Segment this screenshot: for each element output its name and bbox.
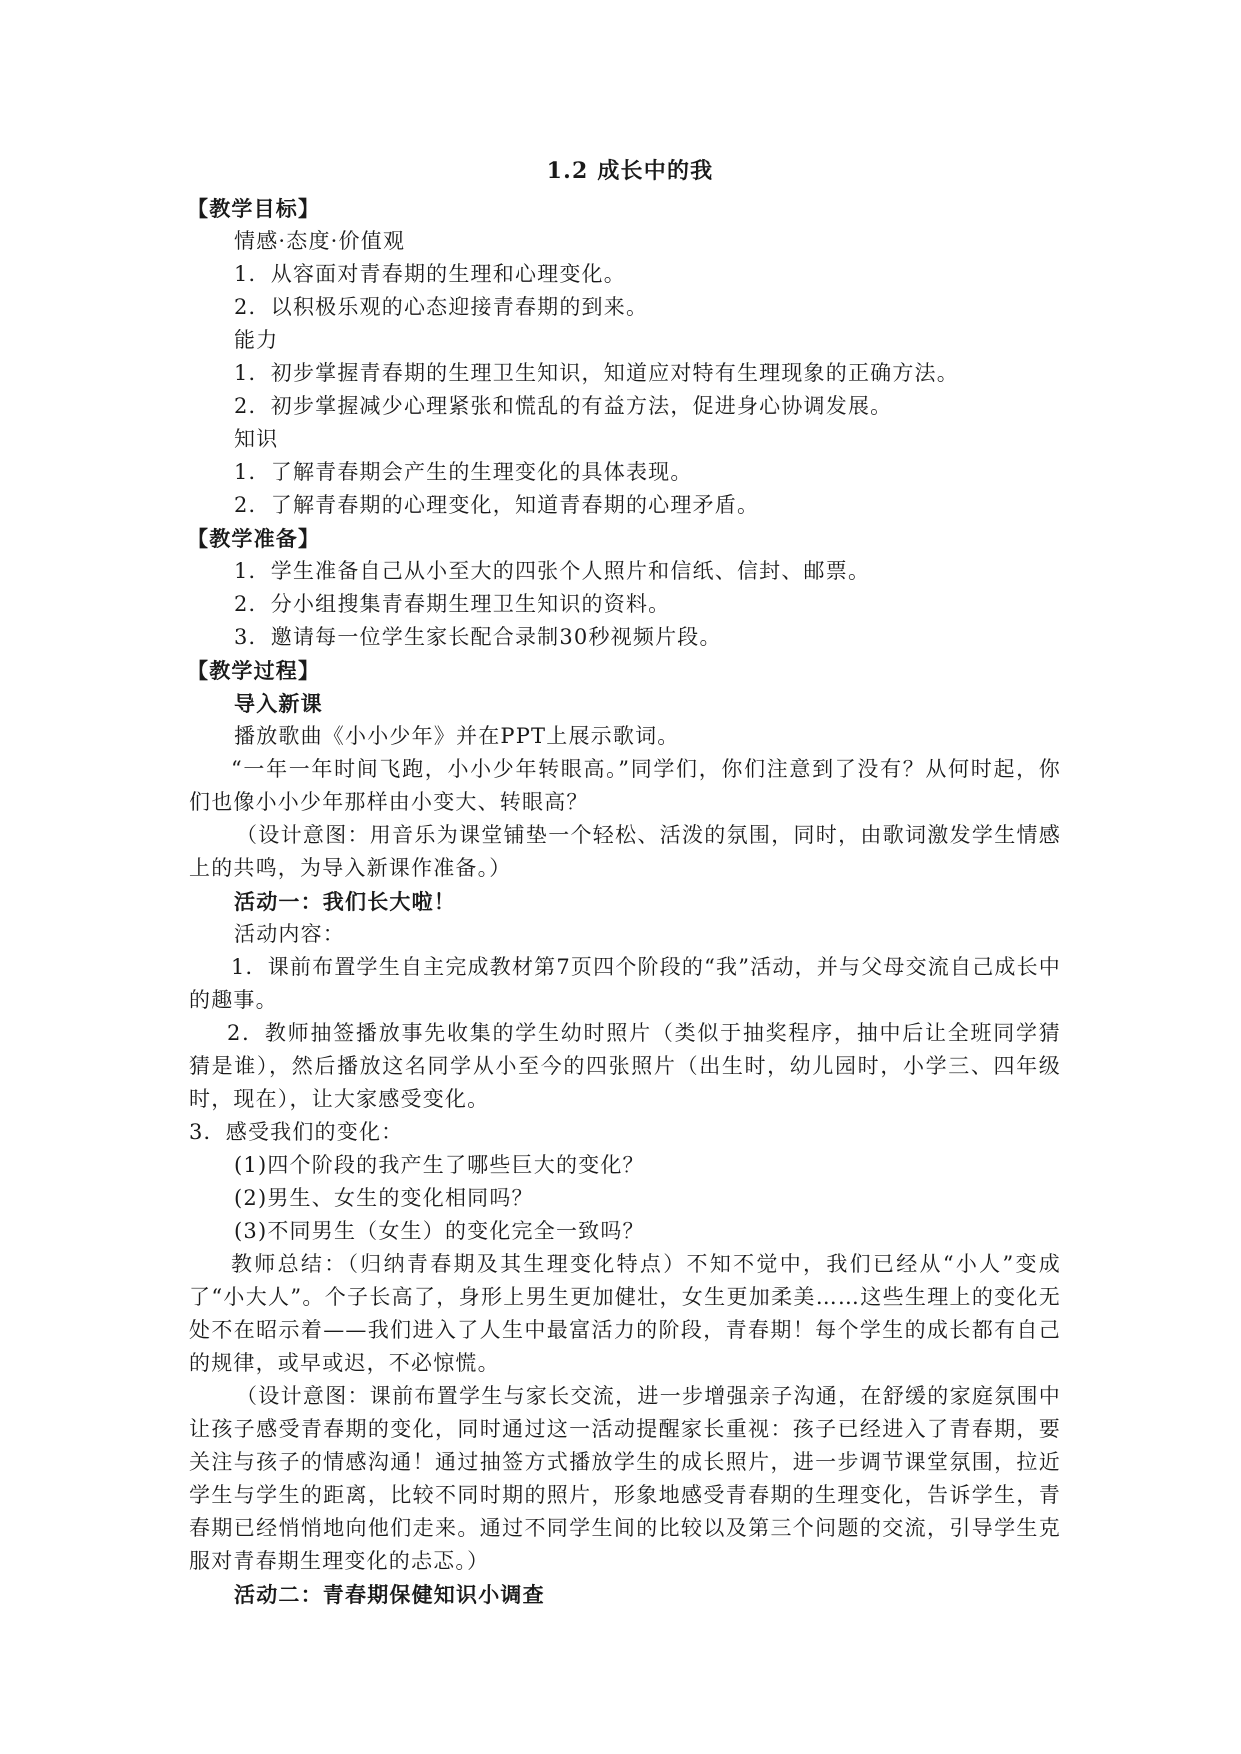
activity-1-item-1: 1．课前布置学生自主完成教材第7页四个阶段的“我”活动，并与父母交流自己成长中的趣事。: [189, 955, 1061, 1012]
emotion-item-2: 2．以积极乐观的心态迎接青春期的到来。: [234, 295, 649, 319]
document-title: 1.2 成长中的我: [546, 158, 714, 184]
question-3: (3)不同男生（女生）的变化完全一致吗？: [234, 1219, 645, 1243]
intro-line-1: 播放歌曲《小小少年》并在PPT上展示歌词。: [234, 724, 680, 748]
intro-title: 导入新课: [234, 691, 323, 716]
document-page: [189, 150, 1061, 1611]
ability-item-2: 2．初步掌握减少心理紧张和慌乱的有益方法，促进身心协调发展。: [234, 394, 893, 418]
process-heading: 【教学过程】: [187, 658, 321, 683]
preparation-item-1: 1．学生准备自己从小至大的四张个人照片和信纸、信封、邮票。: [234, 559, 871, 583]
activity-1-title: 活动一：我们长大啦！: [234, 889, 456, 914]
knowledge-label: 知识: [234, 427, 279, 451]
activity-1-content-label: 活动内容：: [234, 922, 345, 946]
intro-design-intent: （设计意图：用音乐为课堂铺垫一个轻松、活泼的氛围，同时，由歌词激发学生情感上的共鸣，为导入新课作准备。）: [189, 823, 1061, 880]
preparation-item-2: 2．分小组搜集青春期生理卫生知识的资料。: [234, 592, 671, 616]
activity-1-item-3: 3．感受我们的变化：: [189, 1120, 404, 1144]
question-2: (2)男生、女生的变化相同吗？: [234, 1186, 534, 1210]
ability-item-1: 1．初步掌握青春期的生理卫生知识，知道应对特有生理现象的正确方法。: [234, 361, 959, 385]
teacher-summary: 教师总结：（归纳青春期及其生理变化特点）不知不觉中，我们已经从“小人”变成了“小大人”。个子长高了，身形上男生更加健壮，女生更加柔美……这些生理上的变化无处不在昭示着——我们进入了人生中最富活力的阶段，青春期！每个学生的成长都有自己的规律，或早或迟，不必惊慌。: [189, 1252, 1061, 1375]
objectives-heading: 【教学目标】: [187, 196, 321, 221]
ability-label: 能力: [234, 328, 279, 352]
activity-1-design-intent: （设计意图：课前布置学生与家长交流，进一步增强亲子沟通，在舒缓的家庭氛围中让孩子感受青春期的变化，同时通过这一活动提醒家长重视：孩子已经进入了青春期，要关注与孩子的情感沟通！通过抽签方式播放学生的成长照片，进一步调节课堂氛围，拉近学生与学生的距离，比较不同时期的照片，形象地感受青春期的生理变化，告诉学生，青春期已经悄悄地向他们走来。通过不同学生间的比较以及第三个问题的交流，引导学生克服对青春期生理变化的忐忑。）: [189, 1384, 1061, 1573]
preparation-heading: 【教学准备】: [187, 526, 321, 551]
question-1: (1)四个阶段的我产生了哪些巨大的变化？: [234, 1153, 645, 1177]
intro-paragraph: “一年一年时间飞跑，小小少年转眼高。”同学们，你们注意到了没有？从何时起，你们也像小小少年那样由小变大、转眼高？: [189, 757, 1061, 814]
emotion-item-1: 1．从容面对青春期的生理和心理变化。: [234, 262, 626, 286]
emotion-label: 情感·态度·价值观: [234, 229, 406, 253]
activity-2-title: 活动二：青春期保健知识小调查: [234, 1582, 545, 1607]
knowledge-item-2: 2．了解青春期的心理变化，知道青春期的心理矛盾。: [234, 493, 760, 517]
knowledge-item-1: 1．了解青春期会产生的生理变化的具体表现。: [234, 460, 693, 484]
preparation-item-3: 3．邀请每一位学生家长配合录制30秒视频片段。: [234, 625, 722, 649]
activity-1-item-2: 2．教师抽签播放事先收集的学生幼时照片（类似于抽奖程序，抽中后让全班同学猜猜是谁），然后播放这名同学从小至今的四张照片（出生时，幼儿园时，小学三、四年级时，现在），让大家感受变化。: [189, 1021, 1061, 1111]
